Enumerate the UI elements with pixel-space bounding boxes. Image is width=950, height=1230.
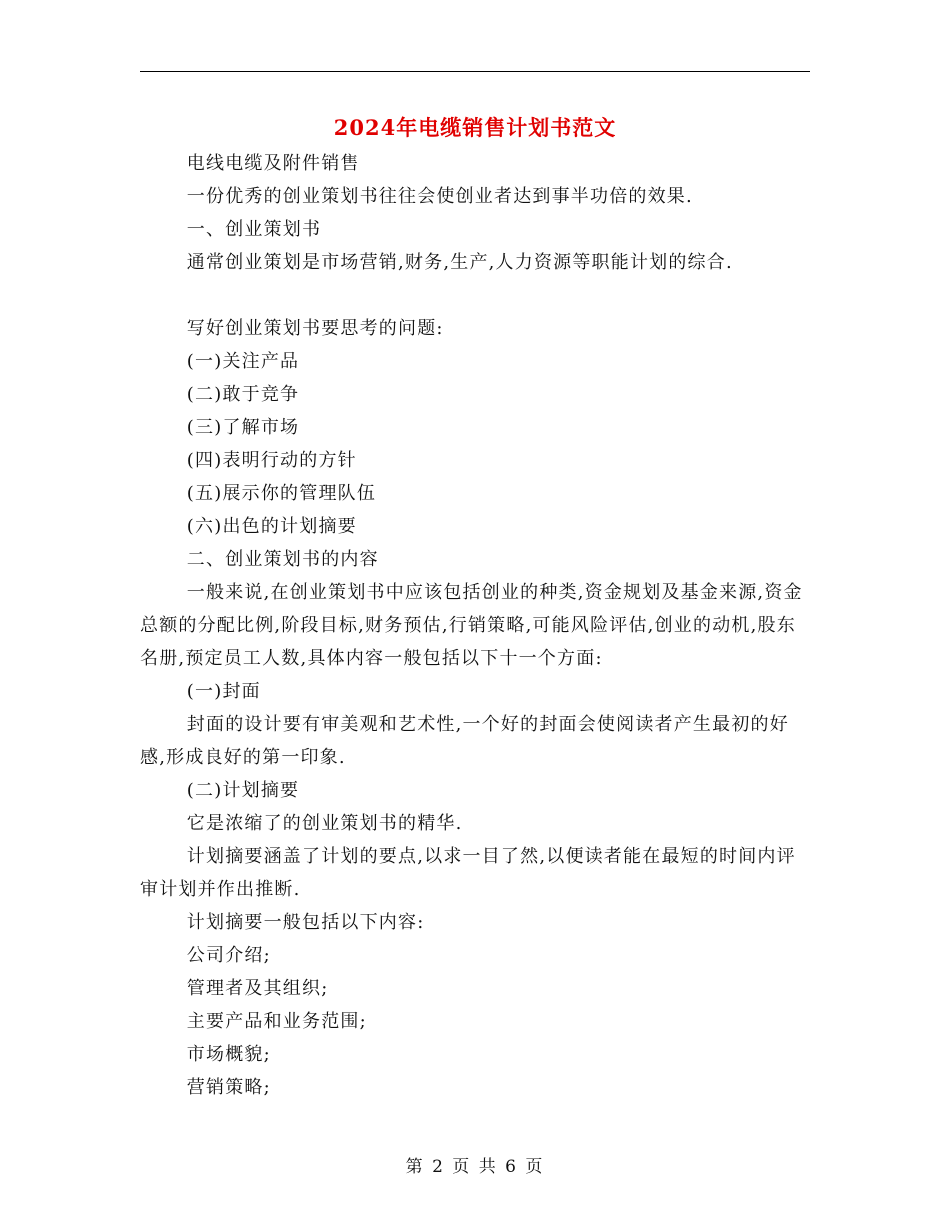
header-rule [140,71,810,72]
list-item: (六)出色的计划摘要 [186,516,357,537]
paragraph: 计划摘要一般包括以下内容: [186,912,425,933]
list-item: (二)敢于竞争 [186,384,300,405]
paragraph: 电线电缆及附件销售 [186,153,360,174]
list-item: (五)展示你的管理队伍 [186,483,377,504]
paragraph: 写好创业策划书要思考的问题: [186,318,444,339]
document-body [140,147,810,1104]
document-title: 2024年电缆销售计划书范文 [333,115,617,140]
section-heading: 二、创业策划书的内容 [186,549,379,570]
list-item: 管理者及其组织; [186,978,329,999]
paragraph: 封面的设计要有审美观和艺术性,一个好的封面会使阅读者产生最初的好感,形成良好的第一印象. [140,714,789,768]
list-item: 市场概貌; [186,1044,271,1065]
list-item: (四)表明行动的方针 [186,450,357,471]
list-item: (三)了解市场 [186,417,300,438]
paragraph: 它是浓缩了的创业策划书的精华. [186,813,463,834]
list-item: 主要产品和业务范围; [186,1011,367,1032]
paragraph: 通常创业策划是市场营销,财务,生产,人力资源等职能计划的综合. [186,252,733,273]
list-item: 公司介绍; [186,945,271,966]
subsection-heading: (一)封面 [186,681,261,702]
list-item: 营销策略; [186,1077,271,1098]
paragraph: 一、创业策划书 [186,219,322,240]
paragraph: 一般来说,在创业策划书中应该包括创业的种类,资金规划及基金来源,资金总额的分配比例,阶段目标,财务预估,行销策略,可能风险评估,创业的动机,股东名册,预定员工人数,具体内容一般包括以下十一个方面: [140,582,803,669]
subsection-heading: (二)计划摘要 [186,780,300,801]
page-number: 第 2 页 共 6 页 [405,1157,545,1177]
paragraph: 计划摘要涵盖了计划的要点,以求一目了然,以便读者能在最短的时间内评审计划并作出推断. [140,846,796,900]
list-item: (一)关注产品 [186,351,300,372]
paragraph: 一份优秀的创业策划书往往会使创业者达到事半功倍的效果. [186,186,693,207]
